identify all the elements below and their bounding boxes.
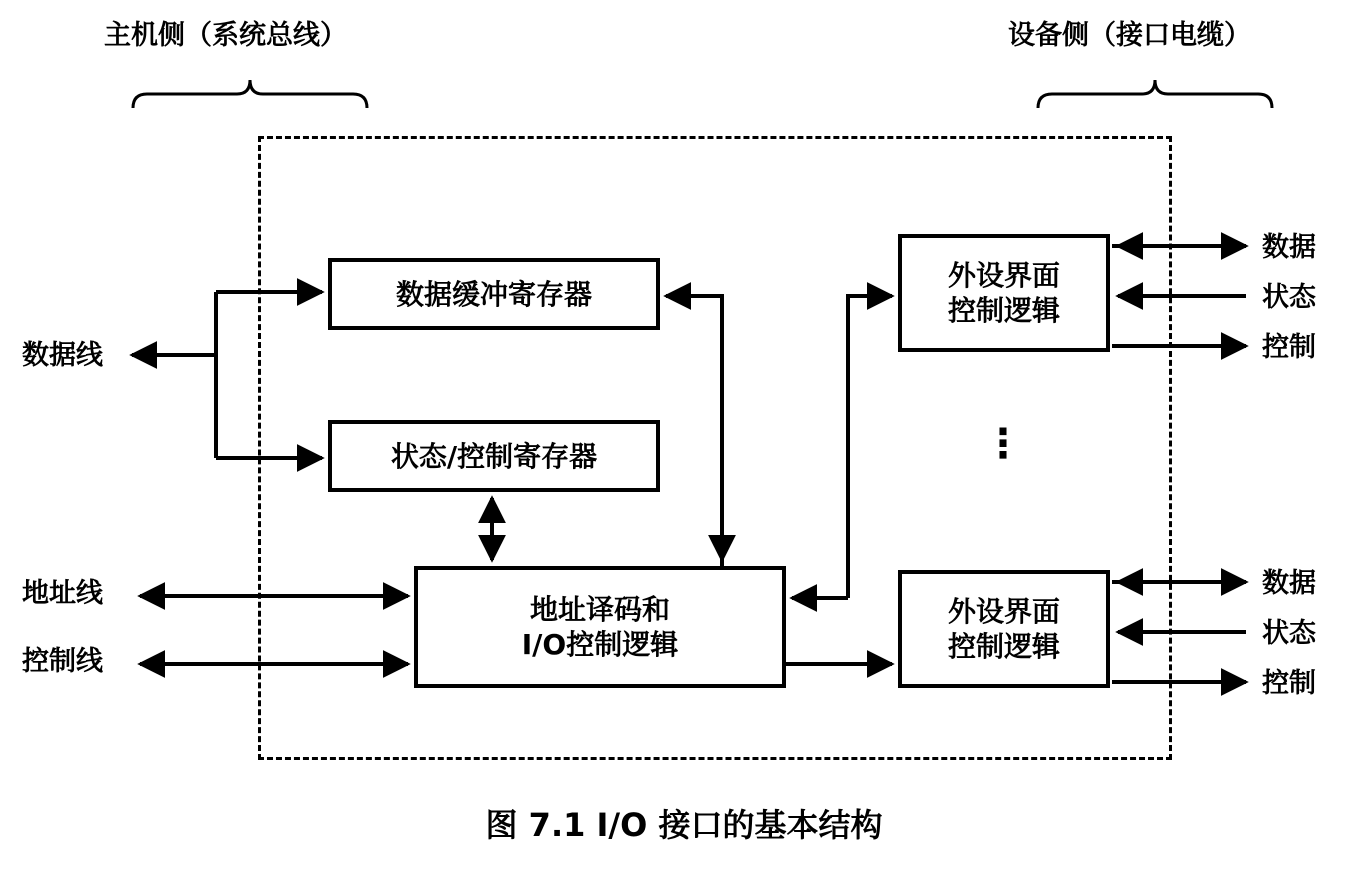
box-status-control-register: [328, 420, 660, 492]
device-signal-bottom-control: 控制: [1262, 668, 1316, 699]
box-label-line2: I/O控制逻辑: [521, 628, 679, 661]
box-label: 数据缓冲寄存器: [395, 277, 592, 311]
box-label-line2: 控制逻辑: [947, 294, 1060, 327]
device-signal-bottom-data: 数据: [1262, 568, 1316, 599]
device-signal-top-data: 数据: [1262, 232, 1316, 263]
figure-caption: 图 7.1 I/O 接口的基本结构: [485, 806, 883, 844]
host-side-brace: [133, 80, 367, 108]
box-label-line2: 控制逻辑: [947, 630, 1060, 663]
box-peripheral-interface-logic-bottom: [898, 570, 1110, 688]
device-signal-top-status: 状态: [1262, 282, 1316, 313]
box-label-line1: 外设界面: [947, 595, 1060, 628]
device-side-label: 设备侧（接口电缆）: [1008, 20, 1251, 51]
box-peripheral-interface-logic-top: [898, 234, 1110, 352]
box-label: 状态/控制寄存器: [390, 439, 598, 473]
bus-label-control: 控制线: [22, 646, 103, 677]
device-signal-bottom-status: 状态: [1262, 618, 1316, 649]
box-label-line1: 地址译码和: [529, 593, 670, 626]
box-address-decode-io-logic: [414, 566, 786, 688]
box-label-line1: 外设界面: [947, 259, 1060, 292]
ellipsis-dots: ⋮: [983, 421, 1023, 467]
device-signal-top-control: 控制: [1262, 332, 1316, 363]
host-side-label: 主机侧（系统总线）: [104, 20, 347, 51]
bus-label-data: 数据线: [22, 340, 103, 371]
device-side-brace: [1038, 80, 1272, 108]
box-data-buffer-register: [328, 258, 660, 330]
bus-label-address: 地址线: [22, 578, 103, 609]
